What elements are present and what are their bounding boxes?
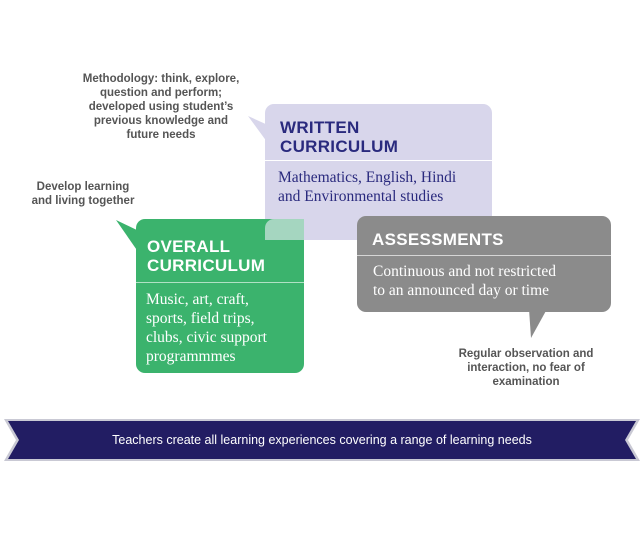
overall-curriculum-title: OVERALL CURRICULUM (147, 237, 266, 275)
assessments-title: ASSESSMENTS (372, 230, 504, 249)
banner-text: Teachers create all learning experiences covering a range of learning needs (112, 433, 532, 447)
overall-curriculum-body: Music, art, craft, sports, field trips, clubs, civic support programmmes (146, 291, 267, 365)
assessments-body: Continuous and not restricted to an announced day or time (373, 263, 556, 299)
bubble-overlap-region (265, 219, 304, 240)
assessments-bubble (357, 216, 611, 312)
develop-learning-annotation: Develop learning and living together (31, 181, 135, 207)
methodology-annotation: Methodology: think, explore, question and perform; developed using student’s previous knowledge and future needs (82, 73, 240, 141)
written-divider (265, 160, 492, 161)
assessments-bubble-tail (529, 309, 547, 338)
written-curriculum-body: Mathematics, English, Hindi and Environmental studies (278, 169, 457, 205)
written-curriculum-title: WRITTEN CURRICULUM (280, 118, 399, 156)
overall-divider (136, 282, 304, 283)
assessments-divider (357, 255, 611, 256)
regular-observation-annotation: Regular observation and interaction, no fear of examination (458, 348, 594, 388)
overall-curriculum-bubble (136, 219, 304, 373)
